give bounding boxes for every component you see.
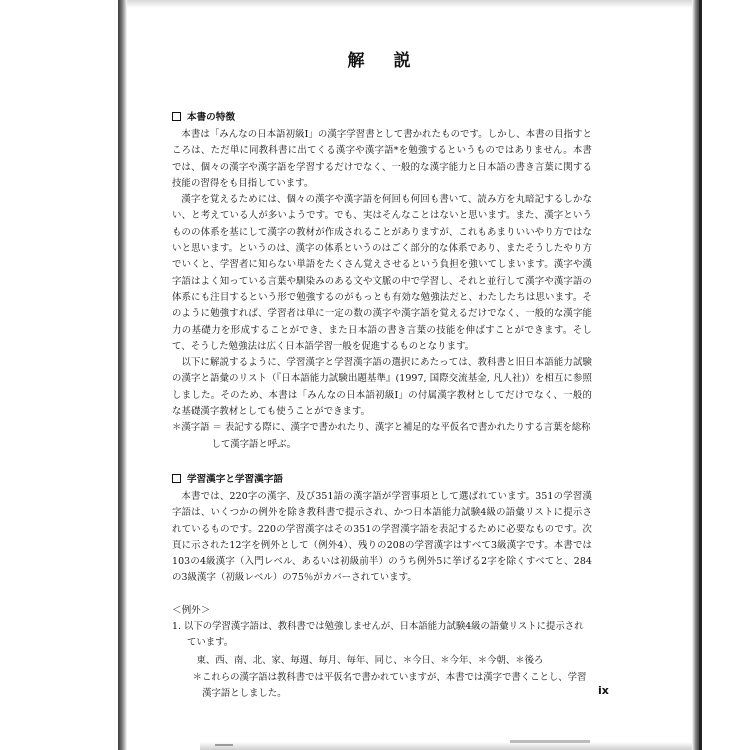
- exception-item: [172, 619, 592, 652]
- footnote-text: 表記する際に、漢字で書かれたり、漢字と補足的な平仮名で書かれたりする言葉を総称して漢字語と呼ぶ。: [211, 422, 591, 450]
- section-heading-features: [172, 111, 592, 125]
- scan-left-edge: [118, 0, 127, 750]
- checkbox-square-icon: [172, 112, 181, 121]
- page-number: ix: [598, 684, 609, 697]
- scan-artifact: [510, 740, 590, 743]
- paragraph: 以下に解説するように、学習漢字と学習漢字語の選択にあたっては、教科書と旧日本語能力試験の漢字と語彙のリスト（『日本語能力試験出題基準』(1997, 国際交流基金, 凡人社)）を相互に参照しました。そのため、本書は「みんなの日本語初級Ⅰ」の付属漢字教材としてだけでなく、一般的な基礎漢字教材としても使うことができます。: [172, 357, 592, 418]
- footnote: [172, 420, 592, 453]
- page-title: 解 説: [347, 51, 417, 71]
- scan-right-border: [699, 0, 702, 750]
- exception-word-list: 東、西、南、北、家、毎週、毎月、毎年、同じ、＊今日、＊今年、＊今朝、＊後ろ: [196, 655, 544, 667]
- scan-right-edge: [692, 0, 699, 750]
- scan-bottom-shadow: [200, 742, 692, 750]
- section-heading-kanji: [172, 473, 592, 487]
- checkbox-square-icon: [172, 474, 181, 483]
- paragraph: 本書は「みんなの日本語初級Ⅰ」の漢字学習書として書かれたものです。しかし、本書の目指すところは、ただ単に同教科書に出てくる漢字や漢字語*を勉強するというものではありません。本書では、個々の漢字や漢字語を学習するだけでなく、一般的な漢字能力と日本語の書き言葉に関する技能の習得をも目指しています。: [172, 129, 592, 189]
- section-heading-text: 本書の特徴: [187, 112, 235, 123]
- paragraph: 本書では、220字の漢字、及び351語の漢字語が学習事項として選ばれています。351の学習漢字語は、いくつかの例外を除き教科書で提示され、かつ日本語能力試験4級の語彙リストに提示されているものです。220の学習漢字はその351の学習漢字語を表記するために必要なものです。次頁に示された12字を例外として（例外4）、残りの208の学習漢字はすべて3級漢字です。本書では103の4級漢字（入門レベル、あるいは初級前半）のうち例外5に挙げる2字を除くすべてと、284の3級漢字（初級レベル）の75％がカバーされています。: [172, 490, 592, 584]
- scan-top-edge: [127, 0, 692, 8]
- document-page: [172, 40, 592, 702]
- exception-text: 以下の学習漢字語は、教科書では勉強しませんが、日本語能力試験4級の語彙リストに提示されています。: [183, 620, 584, 649]
- exception-number: 1.: [172, 620, 181, 632]
- scan-artifact-small: [215, 744, 233, 746]
- section-heading-text: 学習漢字と学習漢字語: [187, 473, 283, 485]
- paragraph: 漢字を覚えるためには、個々の漢字や漢字語を何回も何回も書いて、読み方を丸暗記するしかない、と考えている人が多いようです。でも、実はそんなことはないと思います。また、漢字というものの体系を基にして漢字の教材が作成されることがありますが、これもあまりいいやり方ではないと思います。というのは、漢字の体系というのはごく部分的な体系であり、またそうしたやり方でいくと、学習者に知らない単語をたくさん覚えさせるという負担を強いてしまいます。漢字や漢字語はよく知っている言葉や馴染みのある文や文脈の中で学習し、それと並行して漢字や漢字語の体系にも注目するという形で勉強するのがもっとも有効な勉強法だと、わたしたちは思います。そのように勉強すれば、学習者は単に一定の数の漢字や漢字語を覚えるだけでなく、一般的な漢字能力の基礎力を形成することができ、また日本語の書き言葉の技能を伸ばすことができます。そして、そうした勉強法は広く日本語学習一般を促進するものとなります。: [172, 194, 592, 352]
- exception-note: ＊これらの漢字語は教科書では平仮名で書かれていますが、本書では漢字で書くことし、学習漢字語としました。: [192, 671, 587, 699]
- exceptions-heading: ＜例外＞: [172, 604, 211, 616]
- footnote-mark: ＊漢字語 ＝: [172, 422, 222, 434]
